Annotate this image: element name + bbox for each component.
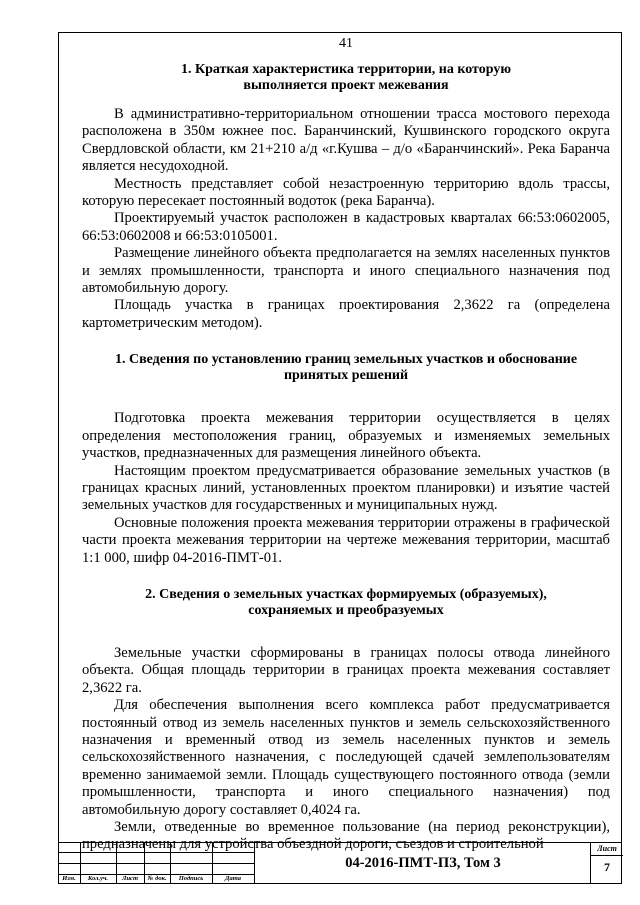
section-heading-3-line1: 2. Сведения о земельных участках формируемых (образуемых), <box>145 586 547 602</box>
document-body <box>82 36 610 854</box>
paragraph: Для обеспечения выполнения всего комплекса работ предусматривается постоянный отвод из земель населенных пунктов и земель сельскохозяйственного назначения и временный отвод из земель населенных пунктов и земель сельскохозяйственного назначения, с последующей сдачей землепользователям временно занимаемой земли. Площадь существующего постоянного отвода (земли промышленности, транспорта и иного специального назначения) под автомобильную дорогу составляет 0,4024 га. <box>82 697 610 818</box>
column-label: № док. <box>147 875 167 882</box>
paragraph: Основные положения проекта межевания территории отражены в графической части проекта межевания территории на чертеже межевания территории, масштаб 1:1 000, шифр 04-2016-ПМТ-01. <box>82 514 610 566</box>
column-label: Изм. <box>62 875 76 882</box>
section-heading-2-line1: 1. Сведения по установлению границ земельных участков и обоснование <box>114 352 578 368</box>
page-number: 41 <box>339 36 353 51</box>
section-heading-3-line2: сохраняемых и преобразуемых <box>248 602 444 618</box>
paragraph: В административно-территориальном отношении трасса мостового перехода расположена в 350м южнее пос. Баранчинский, Кушвинского городского округа Свердловской области, км 21+210 а/д «г.Кушва – д/о «Баранчинский». Река Баранча является несудоходной. <box>82 106 610 175</box>
section-heading-3 <box>82 587 610 619</box>
section-heading-1-line1: 1. Краткая характеристика территории, на которую <box>180 62 512 77</box>
paragraph: Площадь участка в границах проектирования 2,3622 га (определена картометрическим методом). <box>82 297 610 331</box>
paragraph: Местность представляет собой незастроенную территорию вдоль трассы, которую пересекает постоянный водоток (река Баранча). <box>82 175 610 210</box>
section-heading-1 <box>82 62 610 94</box>
column-label: Лист <box>121 875 138 882</box>
document-code: 04-2016-ПМТ-ПЗ, Том 3 <box>254 842 591 884</box>
title-block <box>58 842 622 884</box>
section-heading-1-line2: выполняется проект межевания <box>243 78 449 93</box>
column-label: Подпись <box>178 875 204 882</box>
paragraph: Подготовка проекта межевания территории осуществляется в целях определения местоположения границ, образуемых и изменяемых земельных участков, предназначенных для размещения линейного объекта. <box>82 410 610 462</box>
sheet-label: Лист <box>597 844 617 853</box>
paragraph: Размещение линейного объекта предполагается на землях населенных пунктов и землях промышленности, транспорта и иного специального назначения под автомобильную дорогу. <box>82 245 610 297</box>
revision-table <box>58 842 254 884</box>
section-heading-2 <box>82 352 610 384</box>
paragraph: Проектируемый участок расположен в кадастровых кварталах 66:53:0602005, 66:53:0602008 и 66:53:0105001. <box>82 210 610 244</box>
section-heading-2-line2: принятых решений <box>283 368 409 384</box>
sheet-number: 7 <box>604 860 610 874</box>
paragraph: Земли, отведенные во временное пользование (на период реконструкции), предназначены для устройства объездной дороги, съездов и строительной <box>82 819 610 853</box>
column-label: Кол.уч. <box>87 875 109 882</box>
paragraph: Настоящим проектом предусматривается образование земельных участков (в границах красных линий, установленных проектом планировки) и изъятие частей земельных участков для государственных и муниципальных нужд. <box>82 462 610 514</box>
paragraph: Земельные участки сформированы в границах полосы отвода линейного объекта. Общая площадь территории в границах проекта межевания составляет 2,3622 га. <box>82 644 610 696</box>
sheet-cell <box>590 842 623 884</box>
column-label: Дата <box>225 875 241 882</box>
